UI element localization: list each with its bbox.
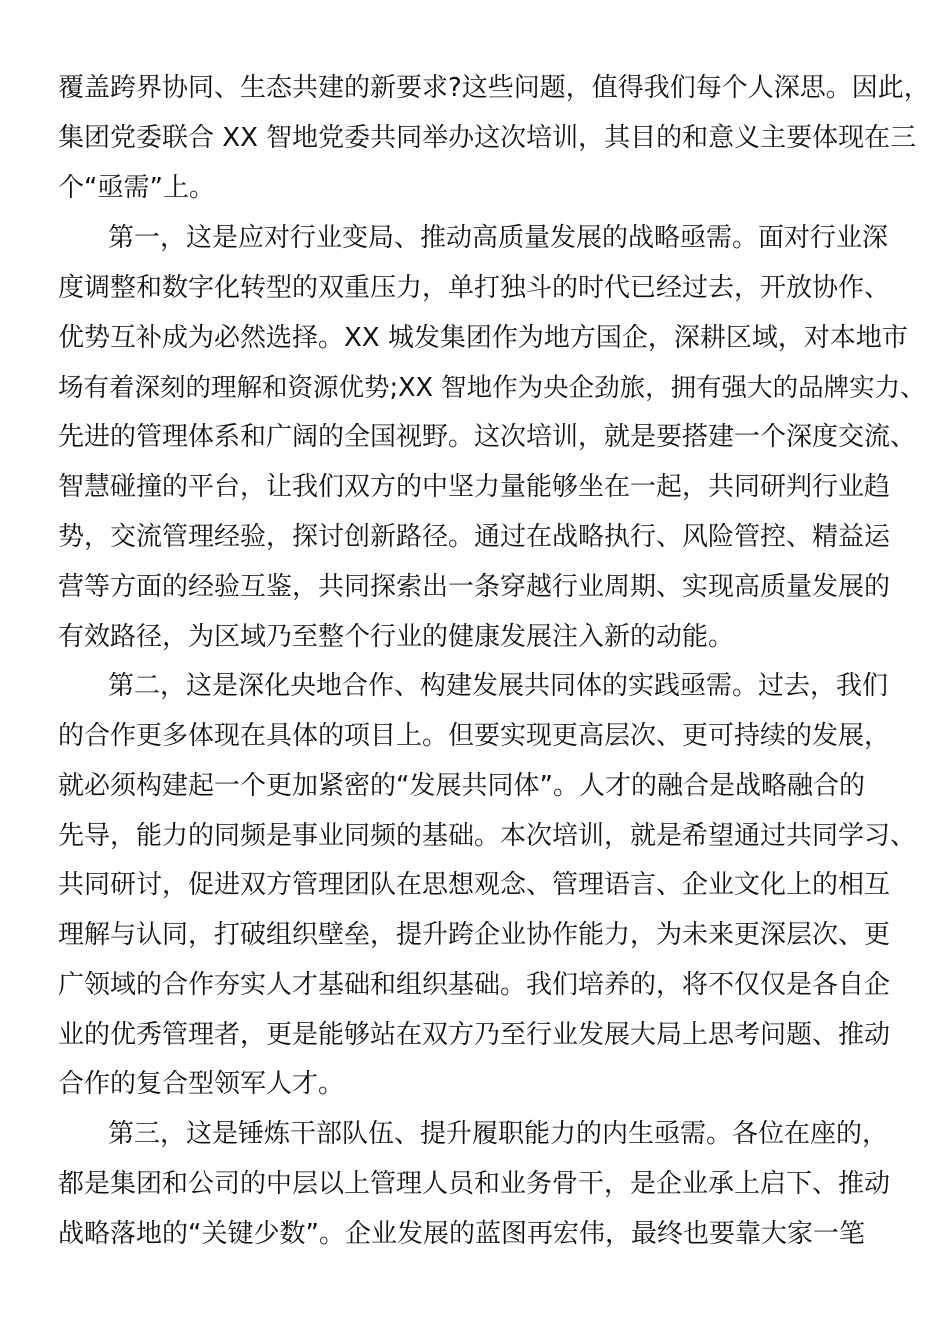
text-line: 共同研讨，促进双方管理团队在思想观念、管理语言、企业文化上的相互	[58, 870, 891, 900]
text-line: 场有着深刻的理解和资源优势;XX 智地作为央企劲旅，拥有强大的品牌实力、	[58, 373, 926, 403]
text-line: 度调整和数字化转型的双重压力，单打独斗的时代已经过去，开放协作、	[58, 273, 891, 303]
text-line: 智慧碰撞的平台，让我们双方的中坚力量能够坐在一起，共同研判行业趋	[58, 472, 891, 502]
text-line: 优势互补成为必然选择。XX 城发集团作为地方国企，深耕区域，对本地市	[58, 323, 908, 353]
text-line: 覆盖跨界协同、生态共建的新要求?这些问题，值得我们每个人深思。因此，	[58, 73, 930, 103]
text-line: 就必须构建起一个更加紧密的“发展共同体”。人才的融合是战略融合的	[58, 771, 865, 801]
text-line: 先进的管理体系和广阔的全国视野。这次培训，就是要搭建一个深度交流、	[58, 422, 917, 452]
text-line: 势，交流管理经验，探讨创新路径。通过在战略执行、风险管控、精益运	[58, 522, 891, 552]
paragraph-start-line: 第一，这是应对行业变局、推动高质量发展的战略亟需。面对行业深	[108, 223, 889, 253]
text-line: 广领域的合作夯实人才基础和组织基础。我们培养的，将不仅仅是各自企	[58, 970, 891, 1000]
text-line: 个“亟需”上。	[58, 173, 215, 203]
paragraph-start-line: 第二，这是深化央地合作、构建发展共同体的实践亟需。过去，我们	[108, 671, 889, 701]
text-line: 的合作更多体现在具体的项目上。但要实现更高层次、更可持续的发展，	[58, 721, 891, 751]
text-line: 合作的复合型领军人才。	[58, 1069, 345, 1099]
text-line: 业的优秀管理者，更是能够站在双方乃至行业发展大局上思考问题、推动	[58, 1020, 891, 1050]
text-line: 理解与认同，打破组织壁垒，提升跨企业协作能力，为未来更深层次、更	[58, 920, 891, 950]
text-line: 都是集团和公司的中层以上管理人员和业务骨干，是企业承上启下、推动	[58, 1169, 891, 1199]
text-line: 有效路径，为区域乃至整个行业的健康发展注入新的动能。	[58, 622, 735, 652]
text-line: 先导，能力的同频是事业同频的基础。本次培训，就是希望通过共同学习、	[58, 821, 917, 851]
text-line: 营等方面的经验互鉴，共同探索出一条穿越行业周期、实现高质量发展的	[58, 572, 891, 602]
paragraph-start-line: 第三，这是锤炼干部队伍、提升履职能力的内生亟需。各位在座的，	[108, 1119, 889, 1149]
text-line: 集团党委联合 XX 智地党委共同举办这次培训，其目的和意义主要体现在三	[58, 123, 917, 153]
text-line: 战略落地的“关键少数”。企业发展的蓝图再宏伟，最终也要靠大家一笔	[58, 1219, 865, 1249]
